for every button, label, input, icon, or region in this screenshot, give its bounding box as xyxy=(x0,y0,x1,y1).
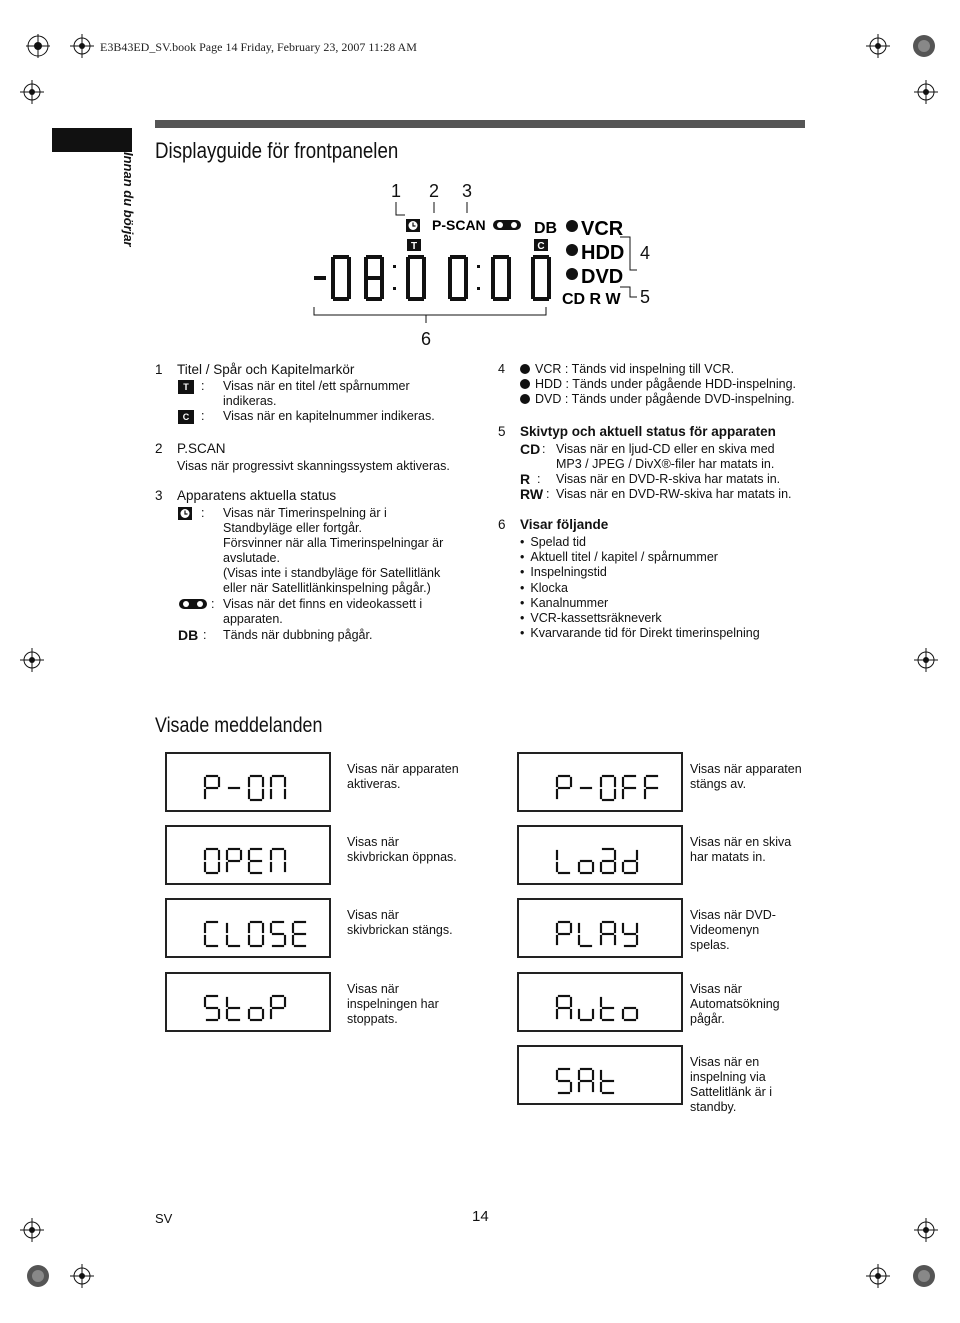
item-2: 2 P.SCAN Visas när progressivt skanningssystem aktiveras. xyxy=(155,441,450,473)
message-description: Visas när DVD- Videomenyn spelas. xyxy=(690,908,776,952)
cdrw-indicator: CD R W xyxy=(562,291,621,308)
db-label: DB xyxy=(178,627,199,643)
message-description: Visas när apparaten stängs av. xyxy=(690,762,802,791)
registration-mark-icon xyxy=(70,34,94,58)
message-display-load xyxy=(517,825,683,885)
footer-language: SV xyxy=(155,1211,173,1226)
item-4: 4 VCR : Tänds vid inspelning till VCR. HDD : Tänds under pågående HDD-inspelning. DVD : Tänds under pågående DVD-inspelning. xyxy=(498,362,797,406)
front-panel-diagram xyxy=(300,175,670,350)
message-description: Visas när skivbrickan öppnas. xyxy=(347,835,457,864)
registration-mark-icon xyxy=(914,1218,938,1242)
registration-mark-icon xyxy=(866,34,890,58)
registration-mark-icon xyxy=(912,1264,936,1288)
pscan-indicator: P-SCAN xyxy=(432,217,486,233)
message-description: Visas när apparaten aktiveras. xyxy=(347,762,459,791)
registration-mark-icon xyxy=(914,648,938,672)
title-rule xyxy=(155,120,805,128)
message-description: Visas när skivbrickan stängs. xyxy=(347,908,453,937)
callout-4: 4 xyxy=(640,243,651,263)
registration-mark-icon xyxy=(20,648,44,672)
callout-6: 6 xyxy=(421,329,432,349)
display-contents-list: • Spelad tid • Aktuell titel / kapitel / spårnummer • Inspelningstid • Klocka • Kanalnummer • VCR-kassettsräkneverk • Kvarvarande tid för Direkt timerinspelning xyxy=(520,535,828,641)
message-display-play xyxy=(517,898,683,958)
message-display-stop xyxy=(165,972,331,1032)
page-number: 14 xyxy=(472,1208,489,1225)
message-description: Visas när inspelningen har stoppats. xyxy=(347,982,439,1026)
item-6: 6 Visar följande • Spelad tid • Aktuell titel / kapitel / spårnummer • Inspelningstid • Klocka • Kanalnummer • VCR-kassettsräkneverk • Kvarvarande tid för Direkt timerinspelning xyxy=(498,517,828,641)
item-5: 5 Skivtyp och aktuell status för apparaten CD : Visas när en ljud-CD eller en skiva med MP3 / JPEG / DivX®-filer har matats in. R : Visas när en DVD-R-skiva har matats in. RW : Visas när en DVD-RW-skiva har matats in. xyxy=(498,424,792,502)
message-display-open xyxy=(165,825,331,885)
message-description: Visas när en skiva har matats in. xyxy=(690,835,792,864)
registration-mark-icon xyxy=(26,1264,50,1288)
messages-title: Visade meddelanden xyxy=(155,714,323,737)
item-1: 1 Titel / Spår och Kapitelmarkör T : Visas när en titel /ett spårnummer indikeras. C : Visas när en kapitelnummer indikeras. xyxy=(155,362,435,423)
registration-mark-icon xyxy=(20,1218,44,1242)
sidebar-section-label: Innan du börjar xyxy=(121,152,136,247)
registration-mark-icon xyxy=(26,34,50,58)
svg-text:C: C xyxy=(537,241,545,252)
registration-mark-icon xyxy=(914,80,938,104)
hdd-indicator: HDD xyxy=(581,242,625,264)
vcr-indicator: VCR xyxy=(581,218,624,240)
book-header: E3B43ED_SV.book Page 14 Friday, February 23, 2007 11:28 AM xyxy=(100,40,417,54)
message-description: Visas när Automatsökning pågår. xyxy=(690,982,780,1026)
chapter-c-icon: C xyxy=(178,410,194,424)
title-t-icon: T xyxy=(178,380,194,394)
message-description: Visas när en inspelning via Sattelitlänk är i standby. xyxy=(690,1055,772,1114)
registration-mark-icon xyxy=(70,1264,94,1288)
sidebar-tab xyxy=(52,128,132,152)
message-display-close xyxy=(165,898,331,958)
callout-3: 3 xyxy=(462,181,473,201)
page-title: Displayguide för frontpanelen xyxy=(155,138,399,163)
callout-1: 1 xyxy=(391,181,402,201)
svg-text:T: T xyxy=(410,241,418,252)
dvd-indicator: DVD xyxy=(581,266,624,288)
message-display-auto xyxy=(517,972,683,1032)
timer-icon xyxy=(178,507,192,520)
db-indicator: DB xyxy=(534,220,558,237)
cassette-icon xyxy=(179,599,207,609)
message-display-p-on xyxy=(165,752,331,812)
seven-segment-display xyxy=(314,257,549,299)
message-display-sat xyxy=(517,1045,683,1105)
callout-2: 2 xyxy=(429,181,440,201)
registration-mark-icon xyxy=(20,80,44,104)
item-3: 3 Apparatens aktuella status : Visas när Timerinspelning är i Standbyläge eller fortgår. Försvinner när alla Timerinspelningar är avslutade. (Visas inte i standbyläge för Satellitlänk eller när Satellitlänkinspelning pågår.) : Visas när det finns en videokassett i apparaten. DB : Tänds när dubbning pågår. xyxy=(155,488,444,643)
registration-mark-icon xyxy=(866,1264,890,1288)
cassette-icon xyxy=(493,220,521,230)
callout-5: 5 xyxy=(640,287,651,307)
message-display-p-off xyxy=(517,752,683,812)
registration-mark-icon xyxy=(912,34,936,58)
